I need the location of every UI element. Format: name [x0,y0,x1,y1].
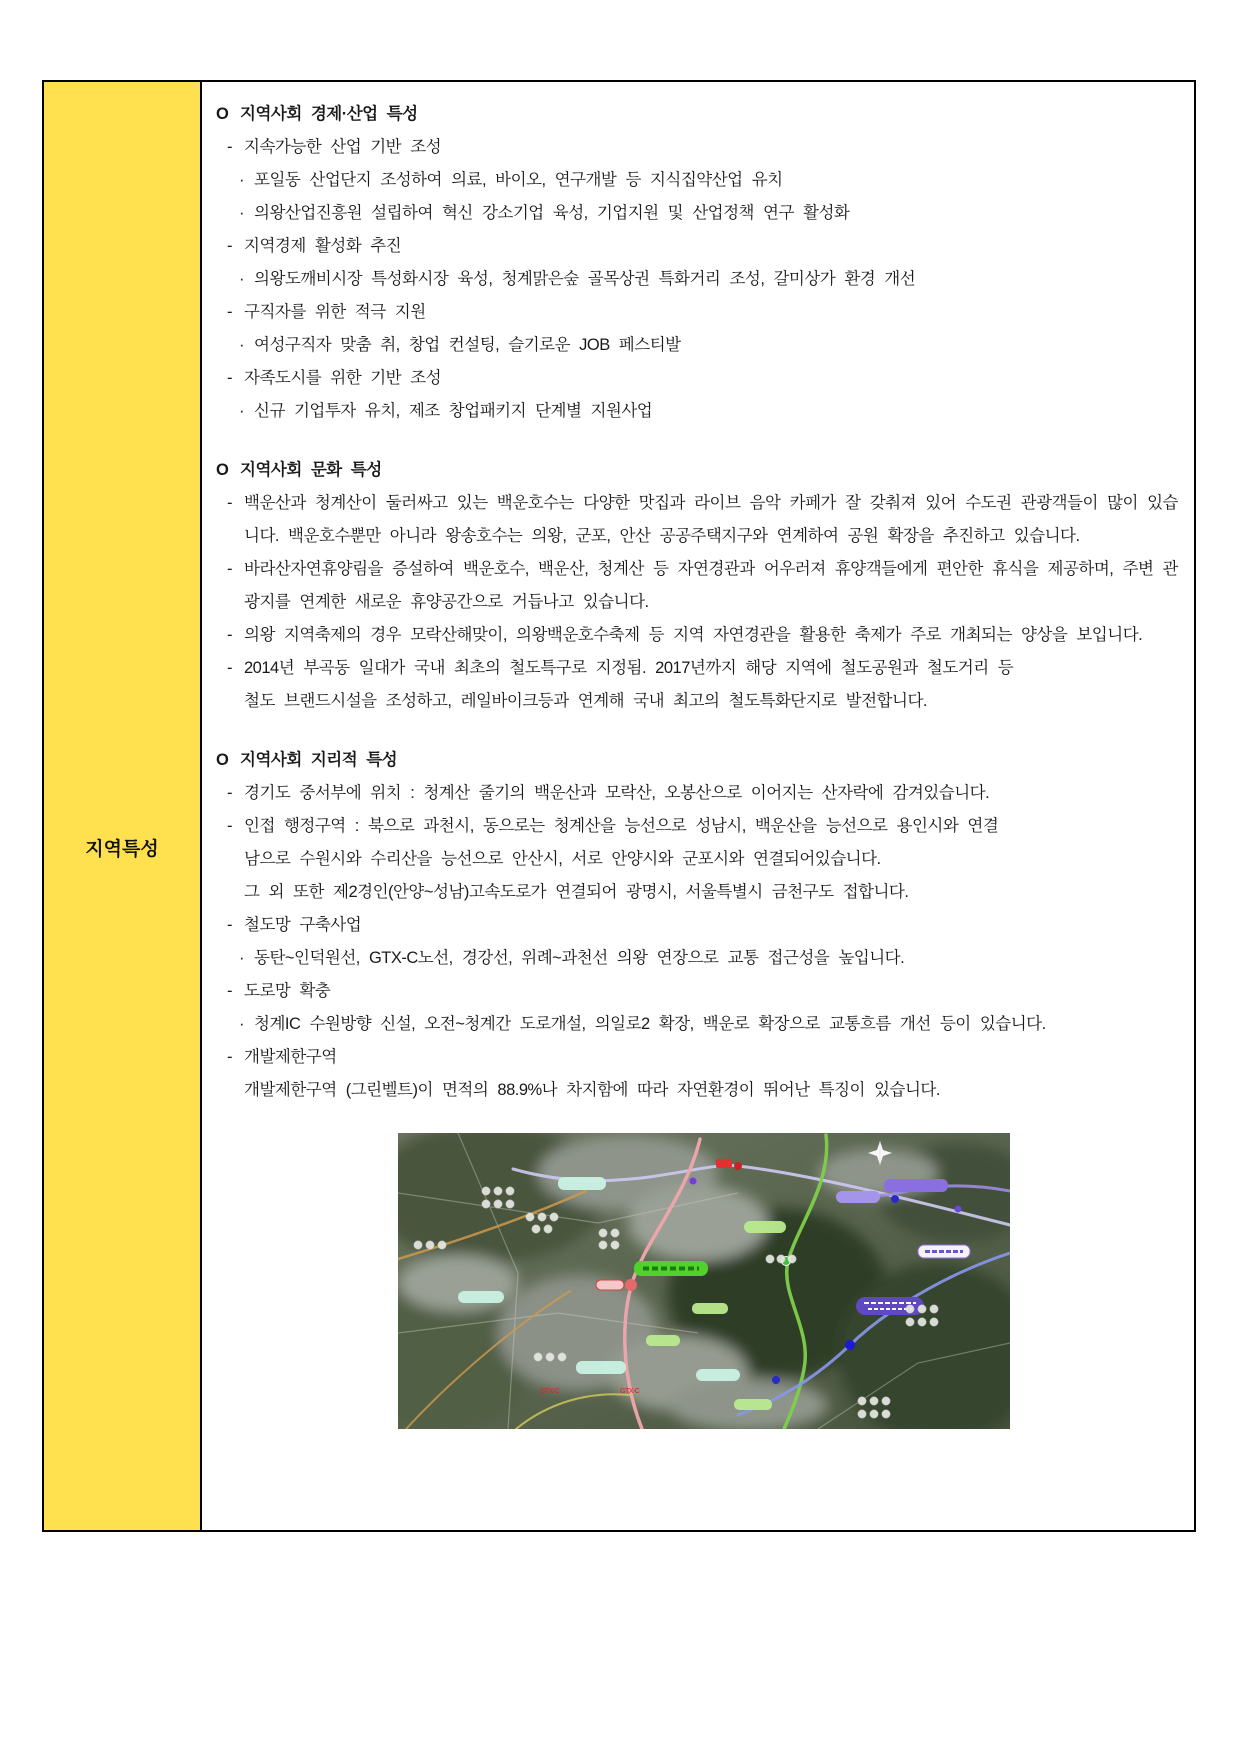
item-text: 2014년 부곡동 일대가 국내 최초의 철도특구로 지정됨. 2017년까지 해당 지역에 철도공원과 철도거리 등 [244,659,1014,677]
section-heading-text: 지역사회 문화 특성 [240,461,382,479]
item-prefix: · [239,336,244,354]
list-item [216,975,1178,1008]
list-item [216,164,1178,197]
map-red-label-right: GTX-C [620,1388,640,1395]
item-prefix: - [227,626,232,644]
item-text: 여성구직자 맞춤 취, 창업 컨설팅, 슬기로운 JOB 페스티발 [254,336,681,354]
list-item [216,1008,1178,1041]
list-item [216,942,1178,975]
item-text: 지속가능한 산업 기반 조성 [244,138,442,156]
content-cell [202,82,1194,1530]
list-item [216,296,1178,329]
list-item [216,263,1178,296]
section-geography [216,744,1178,1107]
item-prefix: - [227,982,232,1000]
list-item-continuation [216,1074,1178,1107]
list-item [216,652,1178,685]
list-item [216,487,1178,553]
item-text: 청계IC 수원방향 신설, 오전~청계간 도로개설, 의일로2 확장, 백운로 확장으로 교통흐름 개선 등이 있습니다. [254,1015,1046,1033]
item-prefix: - [227,138,232,156]
list-item [216,230,1178,263]
list-item [216,329,1178,362]
row-label: 지역특성 [85,839,159,860]
section-heading [216,454,1178,487]
list-item [216,362,1178,395]
item-text: 백운산과 청계산이 둘러싸고 있는 백운호수는 다양한 맛집과 라이브 음악 카페가 잘 갖춰져 있어 수도권 관광객들이 많이 있습니다. 백운호수뿐만 아니라 왕송호수는 의왕, 군포, 안산 공공주택지구와 연계하여 공원 확장을 추진하고 있습니다. [244,494,1178,545]
item-prefix: - [227,784,232,802]
map-red-label-left: GTX-C [540,1388,560,1395]
item-text: 개발제한구역 [244,1048,337,1066]
item-prefix: · [239,171,244,189]
item-prefix: - [227,369,232,387]
region-characteristics-table [42,80,1196,1532]
row-label-cell [44,82,202,1530]
list-item [216,1041,1178,1074]
item-prefix: - [227,659,232,677]
section-bullet: O [216,751,229,769]
item-prefix: - [227,303,232,321]
item-text: 그 외 또한 제2경인(안양~성남)고속도로가 연결되어 광명시, 서울특별시 금천구도 접합니다. [244,883,909,901]
item-text: 철도망 구축사업 [244,916,362,934]
item-prefix: · [239,1015,244,1033]
list-item-continuation [216,685,1178,718]
item-prefix: · [239,949,244,967]
item-text: 구직자를 위한 적극 지원 [244,303,426,321]
list-item [216,131,1178,164]
item-text: 신규 기업투자 유치, 제조 창업패키지 단계별 지원사업 [254,402,653,420]
item-prefix: · [239,402,244,420]
item-text: 동탄~인덕원선, GTX-C노선, 경강선, 위례~과천선 의왕 연장으로 교통 접근성을 높입니다. [254,949,905,967]
item-text: 바라산자연휴양림을 증설하여 백운호수, 백운산, 청계산 등 자연경관과 어우러져 휴양객들에게 편안한 휴식을 제공하며, 주변 관광지를 연계한 새로운 휴양공간으로 거듭나고 있습니다. [244,560,1178,611]
section-heading-text: 지역사회 지리적 특성 [240,751,398,769]
item-prefix: - [227,1048,232,1066]
list-item-continuation [216,843,1178,876]
item-prefix: - [227,916,232,934]
satellite-map [398,1133,1010,1429]
item-text: 인접 행정구역 : 북으로 과천시, 동으로는 청계산을 능선으로 성남시, 백운산을 능선으로 용인시와 연결 [244,817,999,835]
list-item [216,777,1178,810]
item-prefix: - [227,560,232,578]
item-prefix: · [239,270,244,288]
item-text: 개발제한구역 (그린벨트)이 면적의 88.9%나 차지함에 따라 자연환경이 뛰어난 특징이 있습니다. [244,1081,940,1099]
section-heading [216,98,1178,131]
item-prefix: - [227,494,232,512]
section-culture [216,454,1178,718]
map-terrain [398,1133,1010,1429]
item-text: 경기도 중서부에 위치 : 청계산 줄기의 백운산과 모락산, 오봉산으로 이어지는 산자락에 감겨있습니다. [244,784,990,802]
item-text: 의왕도깨비시장 특성화시장 육성, 청계맑은숲 골목상권 특화거리 조성, 갈미상가 환경 개선 [254,270,916,288]
section-bullet: O [216,461,229,479]
item-text: 포일동 산업단지 조성하여 의료, 바이오, 연구개발 등 지식집약산업 유치 [254,171,783,189]
item-text: 자족도시를 위한 기반 조성 [244,369,442,387]
list-item [216,810,1178,843]
list-item [216,395,1178,428]
list-item [216,619,1178,652]
item-text: 지역경제 활성화 추진 [244,237,402,255]
item-text: 의왕산업진흥원 설립하여 혁신 강소기업 육성, 기업지원 및 산업정책 연구 활성화 [254,204,850,222]
item-prefix: - [227,817,232,835]
item-text: 의왕 지역축제의 경우 모락산해맞이, 의왕백운호수축제 등 지역 자연경관을 활용한 축제가 주로 개최되는 양상을 보입니다. [244,626,1143,644]
item-prefix: · [239,204,244,222]
item-prefix: - [227,237,232,255]
list-item-continuation [216,876,1178,909]
list-item [216,197,1178,230]
item-text: 철도 브랜드시설을 조성하고, 레일바이크등과 연계해 국내 최고의 철도특화단지로 발전합니다. [244,692,927,710]
section-heading [216,744,1178,777]
list-item [216,909,1178,942]
section-bullet: O [216,105,229,123]
item-text: 도로망 확충 [244,982,331,1000]
section-heading-text: 지역사회 경제·산업 특성 [240,105,418,123]
item-text: 남으로 수원시와 수리산을 능선으로 안산시, 서로 안양시와 군포시와 연결되어있습니다. [244,850,881,868]
list-item [216,553,1178,619]
section-economy-industry [216,98,1178,428]
